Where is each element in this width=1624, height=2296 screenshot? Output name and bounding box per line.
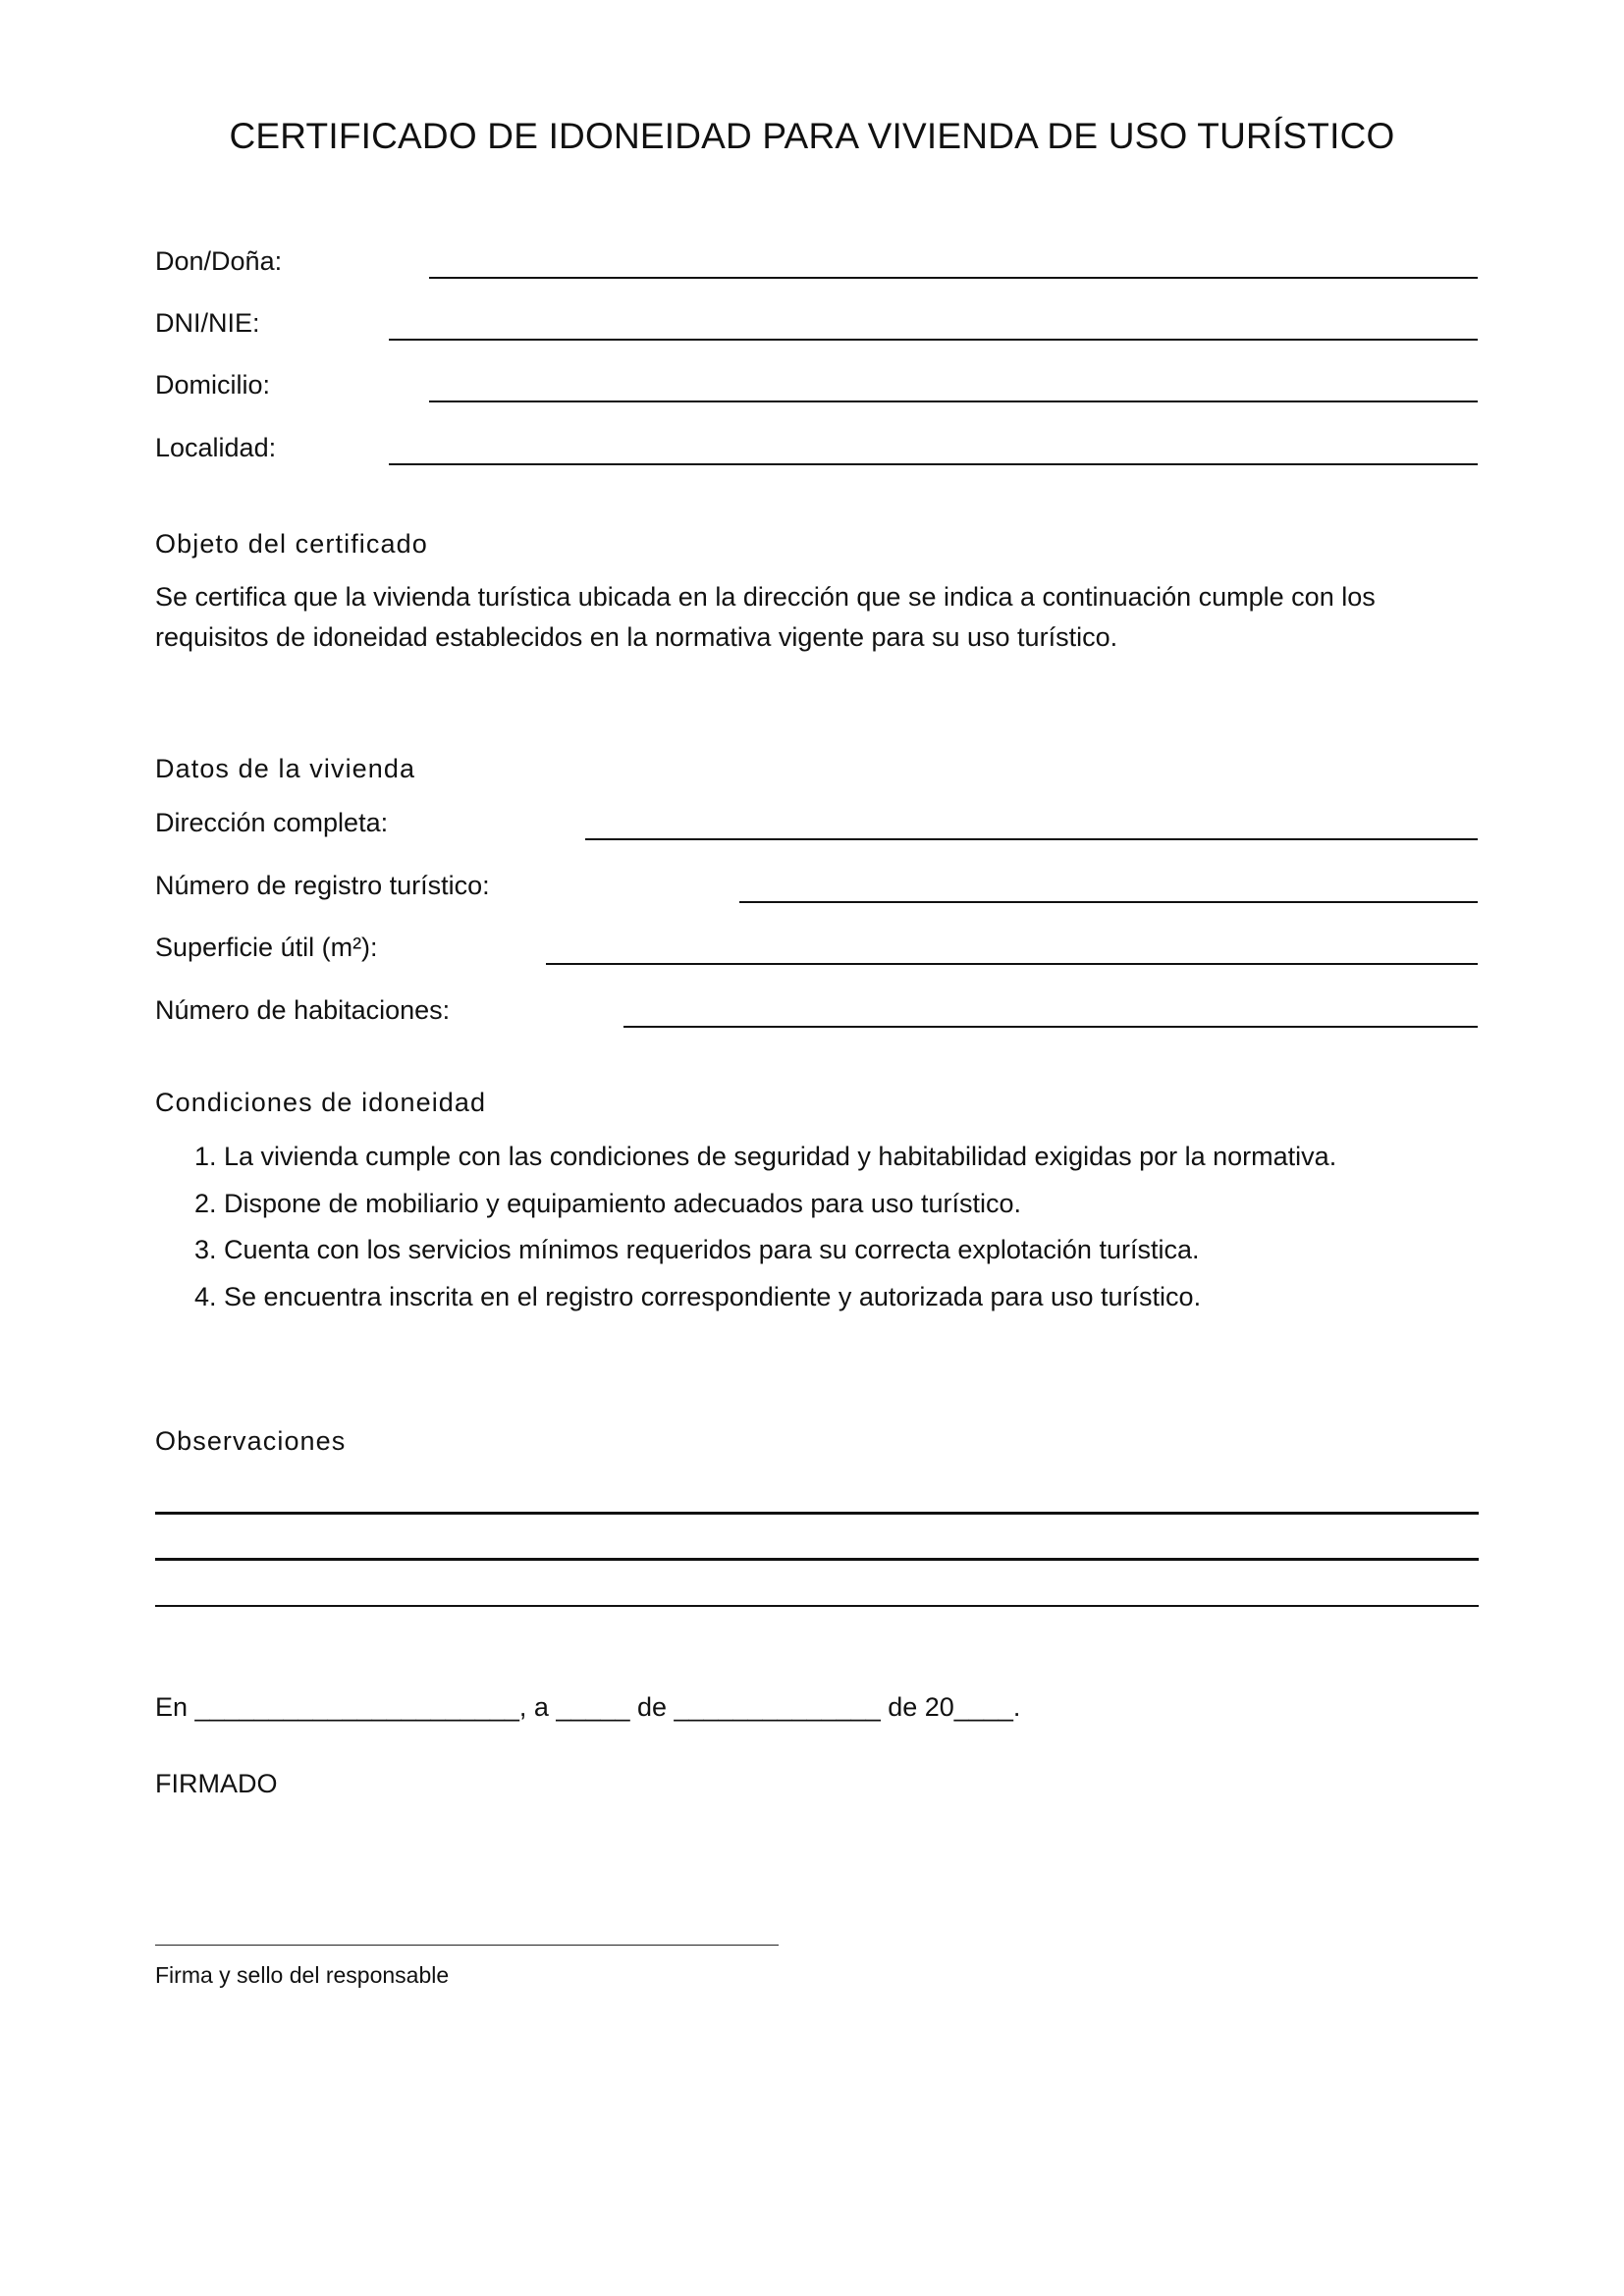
field-label-superficie: Superficie útil (m²): <box>155 933 378 962</box>
field-line-localidad[interactable] <box>389 463 1478 465</box>
field-row-localidad <box>155 432 1478 475</box>
observaciones-line-2[interactable] <box>155 1558 1479 1561</box>
section-heading-observaciones: Observaciones <box>155 1426 347 1456</box>
field-label-habitaciones: Número de habitaciones: <box>155 995 451 1025</box>
place-date-line[interactable]: En ______________________, a _____ de ______________ de 20____. <box>155 1692 1021 1722</box>
field-line-habitaciones[interactable] <box>623 1026 1478 1028</box>
section-heading-vivienda: Datos de la vivienda <box>155 754 416 783</box>
objeto-paragraph: Se certifica que la vivienda turística ubicada en la dirección que se indica a continuación cumple con los requisitos de idoneidad establecidos en la normativa vigente para su uso turístico. <box>155 582 1376 652</box>
condition-item-2: 2. Dispone de mobiliario y equipamiento adecuados para uso turístico. <box>194 1188 1021 1218</box>
field-label-domicilio: Domicilio: <box>155 370 271 400</box>
condition-item-4: 4. Se encuentra inscrita en el registro correspondiente y autorizada para uso turístico. <box>194 1281 1202 1311</box>
field-row-registro <box>155 870 1478 913</box>
field-label-dni: DNI/NIE: <box>155 308 260 338</box>
field-label-localidad: Localidad: <box>155 433 277 462</box>
field-row-nombre <box>155 245 1478 289</box>
conditions-list <box>194 1141 1336 1327</box>
section-heading-condiciones: Condiciones de idoneidad <box>155 1088 487 1117</box>
section-heading-objeto: Objeto del certificado <box>155 529 428 559</box>
field-line-direccion[interactable] <box>585 838 1478 840</box>
field-line-registro[interactable] <box>739 901 1478 903</box>
observaciones-line-1[interactable] <box>155 1512 1479 1515</box>
field-line-domicilio[interactable] <box>429 400 1478 402</box>
document-title: CERTIFICADO DE IDONEIDAD PARA VIVIENDA DE USO TURÍSTICO <box>229 116 1395 156</box>
field-row-superficie <box>155 932 1478 975</box>
field-row-direccion <box>155 807 1478 850</box>
field-row-dni <box>155 307 1478 350</box>
field-line-superficie[interactable] <box>546 963 1478 965</box>
field-label-direccion: Dirección completa: <box>155 808 389 837</box>
observaciones-line-3[interactable] <box>155 1605 1479 1607</box>
field-label-nombre: Don/Doña: <box>155 246 283 276</box>
field-row-habitaciones <box>155 994 1478 1038</box>
field-line-nombre[interactable] <box>429 277 1478 279</box>
field-label-registro: Número de registro turístico: <box>155 871 490 900</box>
signature-caption: Firma y sello del responsable <box>155 1962 450 1988</box>
field-row-domicilio <box>155 369 1478 412</box>
condition-item-1: 1. La vivienda cumple con las condiciones de seguridad y habitabilidad exigidas por la normativa. <box>194 1142 1337 1171</box>
signed-label: FIRMADO <box>155 1769 278 1798</box>
field-line-dni[interactable] <box>389 339 1478 341</box>
condition-item-3: 3. Cuenta con los servicios mínimos requeridos para su correcta explotación turística. <box>194 1235 1200 1264</box>
signature-line[interactable] <box>155 1945 779 1946</box>
